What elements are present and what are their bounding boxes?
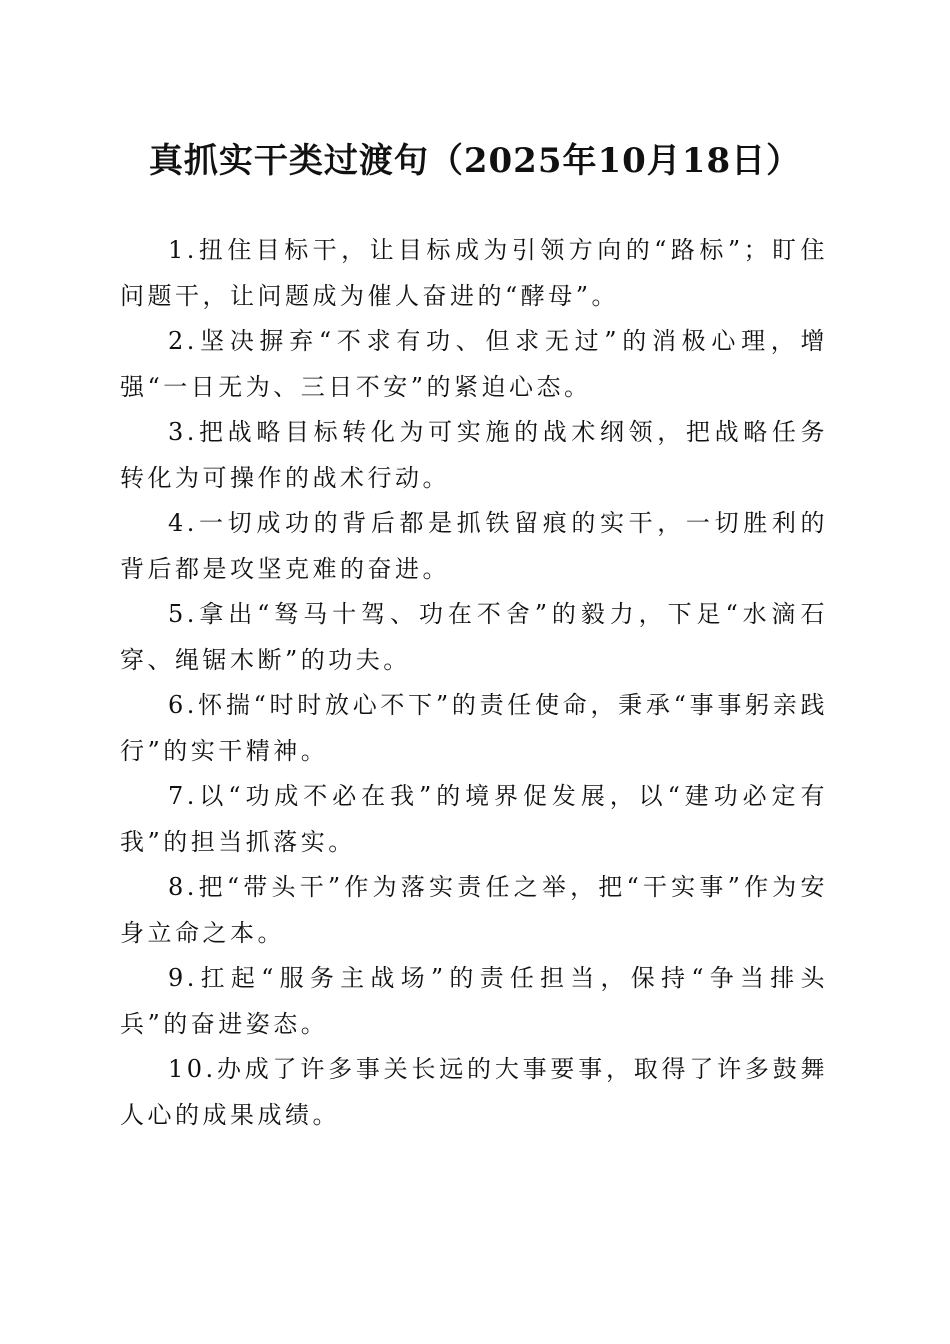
paragraph-4: 4.一切成功的背后都是抓铁留痕的实干，一切胜利的背后都是攻坚克难的奋进。 — [120, 509, 828, 583]
document-body — [120, 228, 828, 1138]
paragraph-9: 9.扛起“服务主战场”的责任担当，保持“争当排头兵”的奋进姿态。 — [120, 964, 828, 1038]
paragraph-2: 2.坚决摒弃“不求有功、但求无过”的消极心理，增强“一日无为、三日不安”的紧迫心态。 — [120, 327, 828, 401]
paragraph-6: 6.怀揣“时时放心不下”的责任使命，秉承“事事躬亲践行”的实干精神。 — [120, 691, 828, 765]
document-title: 真抓实干类过渡句（2025年10月18日） — [148, 141, 802, 181]
paragraph-5: 5.拿出“驽马十驾、功在不舍”的毅力，下足“水滴石穿、绳锯木断”的功夫。 — [120, 600, 828, 674]
paragraph-8: 8.把“带头干”作为落实责任之举，把“干实事”作为安身立命之本。 — [120, 873, 828, 947]
paragraph-10: 10.办成了许多事关长远的大事要事，取得了许多鼓舞人心的成果成绩。 — [120, 1055, 828, 1129]
paragraph-7: 7.以“功成不必在我”的境界促发展，以“建功必定有我”的担当抓落实。 — [120, 782, 828, 856]
paragraph-3: 3.把战略目标转化为可实施的战术纲领，把战略任务转化为可操作的战术行动。 — [120, 418, 828, 492]
paragraph-1: 1.扭住目标干，让目标成为引领方向的“路标”；盯住问题干，让问题成为催人奋进的“酵母”。 — [120, 236, 828, 310]
